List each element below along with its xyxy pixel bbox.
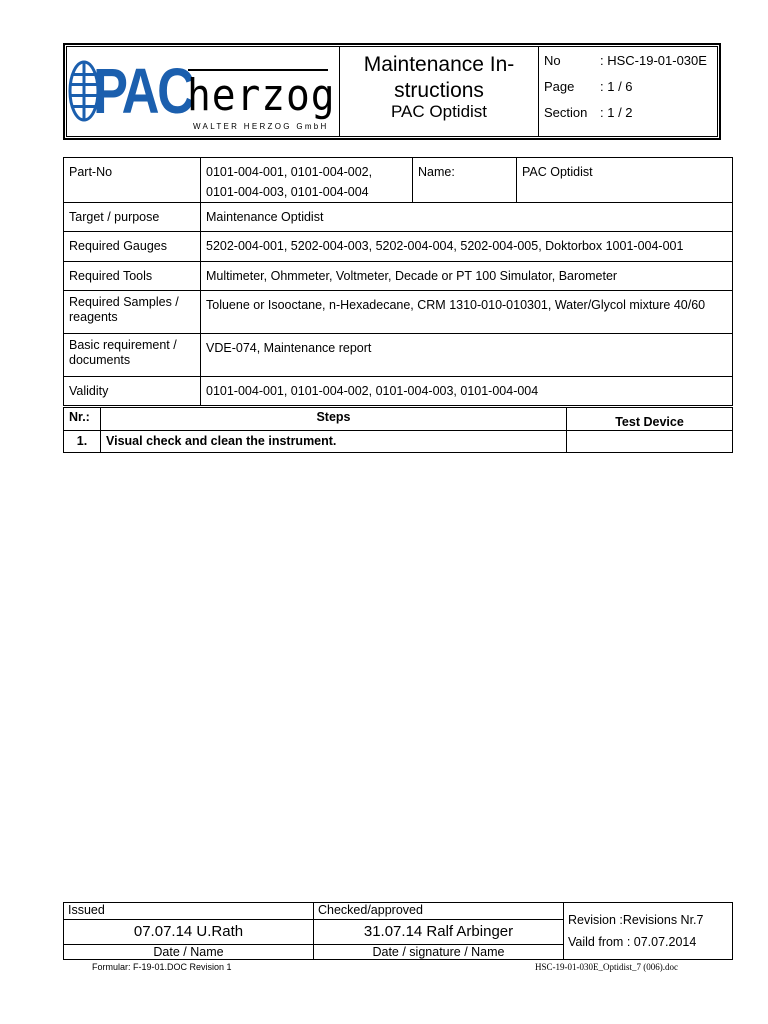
name-label: Name: <box>413 158 517 203</box>
samples-label-line: reagents <box>69 310 118 324</box>
logo-subtitle: WALTER HERZOG GmbH <box>193 122 329 131</box>
validity-label: Validity <box>64 377 201 406</box>
col-device-header: Test Device <box>567 408 733 431</box>
partno-value <box>201 158 413 203</box>
page-value: : 1 / 6 <box>600 79 633 94</box>
name-value: PAC Optidist <box>517 158 733 203</box>
partno-value-line: 0101-004-003, 0101-004-004 <box>206 185 369 199</box>
target-label: Target / purpose <box>64 203 201 232</box>
validity-value: 0101-004-001, 0101-004-002, 0101-004-003, 0101-004-004 <box>201 377 733 406</box>
table-row <box>64 203 733 232</box>
footer-table <box>63 902 733 960</box>
table-row <box>64 158 733 203</box>
valid-from-text: Vaild from : 07.07.2014 <box>568 935 697 949</box>
table-row <box>64 334 733 377</box>
issued-label: Issued <box>64 903 314 920</box>
logo-pac-text: PAC <box>93 55 193 127</box>
revision-cell <box>564 903 733 960</box>
formular-note: Formular: F-19-01.DOC Revision 1 <box>92 962 232 972</box>
issued-caption: Date / Name <box>64 945 314 960</box>
revision-text: Revision :Revisions Nr.7 <box>568 913 704 927</box>
step-nr: 1. <box>64 431 101 453</box>
partno-label: Part-No <box>64 158 201 203</box>
title-line-2: structions <box>394 79 484 102</box>
gauges-label: Required Gauges <box>64 232 201 262</box>
steps-table <box>63 407 733 453</box>
header-divider <box>538 46 539 137</box>
target-value: Maintenance Optidist <box>201 203 733 232</box>
table-row <box>64 431 733 453</box>
checked-label: Checked/approved <box>314 903 564 920</box>
steps-header-row <box>64 408 733 431</box>
section-label: Section <box>544 105 588 120</box>
company-logo <box>67 47 339 136</box>
document-title <box>340 52 538 104</box>
basic-label <box>64 334 201 377</box>
title-line-1: Maintenance In- <box>363 53 515 76</box>
logo-herzog-text: herzog <box>187 70 336 121</box>
step-device <box>567 431 733 453</box>
info-table <box>63 157 733 406</box>
table-row <box>64 377 733 406</box>
col-steps-header: Steps <box>101 408 567 431</box>
document-subtitle: PAC Optidist <box>390 102 488 121</box>
tools-value: Multimeter, Ohmmeter, Voltmeter, Decade or PT 100 Simulator, Barometer <box>201 262 733 291</box>
samples-label-line: Required Samples / <box>69 295 179 309</box>
table-row <box>64 291 733 334</box>
col-nr-header: Nr.: <box>64 408 101 431</box>
issued-value: 07.07.14 U.Rath <box>64 920 314 945</box>
basic-label-line: Basic requirement / <box>69 338 177 352</box>
basic-label-line: documents <box>69 353 131 367</box>
page-label: Page <box>544 79 575 94</box>
checked-value: 31.07.14 Ralf Arbinger <box>314 920 564 945</box>
partno-value-line: 0101-004-001, 0101-004-002, <box>206 165 373 179</box>
tools-label: Required Tools <box>64 262 201 291</box>
no-value: : HSC-19-01-030E <box>600 53 707 68</box>
basic-value: VDE-074, Maintenance report <box>201 334 733 377</box>
table-row <box>64 262 733 291</box>
samples-label <box>64 291 201 334</box>
section-value: : 1 / 2 <box>600 105 633 120</box>
no-label: No <box>544 53 561 68</box>
samples-value: Toluene or Isooctane, n-Hexadecane, CRM 1310-010-010301, Water/Glycol mixture 40/60 <box>201 291 733 334</box>
step-text: Visual check and clean the instrument. <box>101 431 567 453</box>
footer-row <box>64 903 733 920</box>
file-name: HSC-19-01-030E_Optidist_7 (006).doc <box>535 962 678 972</box>
checked-caption: Date / signature / Name <box>314 945 564 960</box>
gauges-value: 5202-004-001, 5202-004-003, 5202-004-004, 5202-004-005, Doktorbox 1001-004-001 <box>201 232 733 262</box>
table-row <box>64 232 733 262</box>
